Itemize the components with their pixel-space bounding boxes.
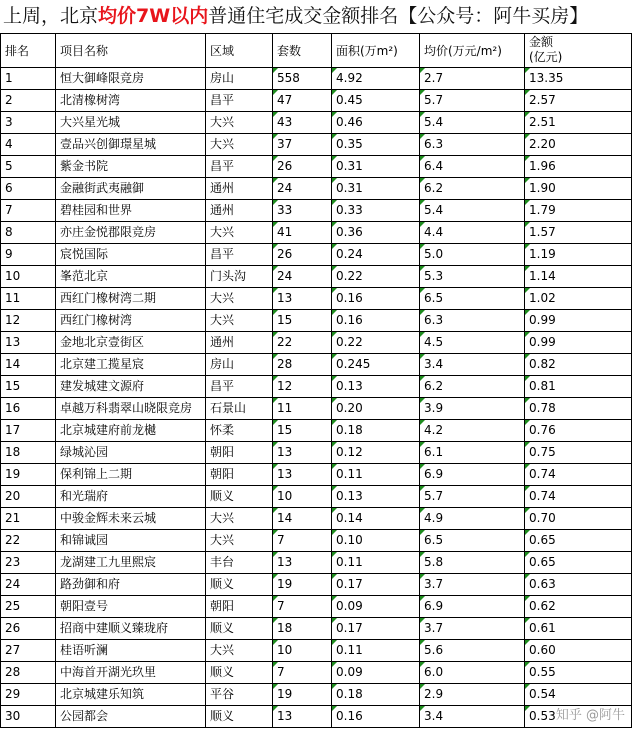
- title-suffix: 普通住宅成交金额排名【公众号：阿牛买房】: [208, 5, 589, 27]
- table-cell: 27: [1, 640, 56, 662]
- table-cell: 通州: [206, 332, 273, 354]
- table-cell: 0.17: [332, 618, 420, 640]
- table-cell: 丰台: [206, 552, 273, 574]
- table-row: [1, 706, 632, 728]
- table-cell: 龙湖建工九里熙宸: [56, 552, 206, 574]
- table-cell: 6.5: [420, 288, 525, 310]
- table-cell: 大兴: [206, 310, 273, 332]
- table-cell: 0.74: [525, 486, 632, 508]
- table-row: [1, 90, 632, 112]
- table-cell: 3.9: [420, 398, 525, 420]
- table-cell: 0.76: [525, 420, 632, 442]
- table-cell: 10: [273, 640, 332, 662]
- table-cell: 0.13: [332, 486, 420, 508]
- table-cell: 19: [273, 684, 332, 706]
- table-cell: 0.61: [525, 618, 632, 640]
- table-cell: 通州: [206, 200, 273, 222]
- table-cell: 0.11: [332, 552, 420, 574]
- table-row: [1, 244, 632, 266]
- title-highlight: 均价7W以内: [98, 5, 209, 27]
- table-cell: 昌平: [206, 376, 273, 398]
- table-row: [1, 68, 632, 90]
- table-cell: 15: [273, 310, 332, 332]
- table-row: [1, 420, 632, 442]
- table-cell: 6: [1, 178, 56, 200]
- table-row: [1, 574, 632, 596]
- table-cell: 朝阳: [206, 596, 273, 618]
- table-cell: 北京城建乐知筑: [56, 684, 206, 706]
- table-cell: 0.36: [332, 222, 420, 244]
- table-cell: 558: [273, 68, 332, 90]
- table-cell: 6.3: [420, 310, 525, 332]
- table-cell: 13: [273, 442, 332, 464]
- table-cell: 房山: [206, 354, 273, 376]
- table-cell: 3.4: [420, 706, 525, 728]
- table-cell: 大兴: [206, 288, 273, 310]
- column-header: 金额 (亿元): [525, 34, 632, 68]
- table-cell: 23: [1, 552, 56, 574]
- table-row: [1, 442, 632, 464]
- table-cell: 顺义: [206, 486, 273, 508]
- column-header: 项目名称: [56, 34, 206, 68]
- table-cell: 16: [1, 398, 56, 420]
- table-cell: 5.3: [420, 266, 525, 288]
- table-cell: 4.9: [420, 508, 525, 530]
- table-cell: 金地北京壹街区: [56, 332, 206, 354]
- table-cell: 宸悦国际: [56, 244, 206, 266]
- table-cell: 0.81: [525, 376, 632, 398]
- table-row: [1, 464, 632, 486]
- table-cell: 绿城沁园: [56, 442, 206, 464]
- table-row: [1, 640, 632, 662]
- table-cell: 0.11: [332, 640, 420, 662]
- table-cell: 28: [1, 662, 56, 684]
- table-cell: 13.35: [525, 68, 632, 90]
- table-cell: 6.0: [420, 662, 525, 684]
- table-cell: 壹品兴创御璟星城: [56, 134, 206, 156]
- table-cell: 6.9: [420, 464, 525, 486]
- table-cell: 5.4: [420, 112, 525, 134]
- table-cell: 大兴: [206, 530, 273, 552]
- table-cell: 0.45: [332, 90, 420, 112]
- table-cell: 大兴: [206, 112, 273, 134]
- table-cell: 0.18: [332, 420, 420, 442]
- table-cell: 金融街武夷融御: [56, 178, 206, 200]
- table-cell: 朝阳: [206, 442, 273, 464]
- table-cell: 公园都会: [56, 706, 206, 728]
- table-row: [1, 354, 632, 376]
- table-cell: 22: [273, 332, 332, 354]
- column-header: 区域: [206, 34, 273, 68]
- table-cell: 1.90: [525, 178, 632, 200]
- table-cell: 0.10: [332, 530, 420, 552]
- table-cell: 33: [273, 200, 332, 222]
- table-cell: 和光瑞府: [56, 486, 206, 508]
- table-cell: 6.9: [420, 596, 525, 618]
- table-cell: 0.20: [332, 398, 420, 420]
- table-cell: 卓越万科翡翠山晓限竞房: [56, 398, 206, 420]
- table-cell: 0.11: [332, 464, 420, 486]
- table-cell: 7: [273, 530, 332, 552]
- table-cell: 5.7: [420, 486, 525, 508]
- table-cell: 2.7: [420, 68, 525, 90]
- table-cell: 0.22: [332, 266, 420, 288]
- table-row: [1, 332, 632, 354]
- table-cell: 0.09: [332, 662, 420, 684]
- page-title: [0, 0, 633, 33]
- table-cell: 6.1: [420, 442, 525, 464]
- table-cell: 5.7: [420, 90, 525, 112]
- table-cell: 3.7: [420, 618, 525, 640]
- table-cell: 0.46: [332, 112, 420, 134]
- table-cell: 8: [1, 222, 56, 244]
- table-cell: 19: [273, 574, 332, 596]
- table-cell: 11: [273, 398, 332, 420]
- table-row: [1, 684, 632, 706]
- table-cell: 47: [273, 90, 332, 112]
- table-cell: 25: [1, 596, 56, 618]
- table-cell: 0.55: [525, 662, 632, 684]
- table-cell: 建发城建文源府: [56, 376, 206, 398]
- table-cell: 0.54: [525, 684, 632, 706]
- table-cell: 5.4: [420, 200, 525, 222]
- table-cell: 4.5: [420, 332, 525, 354]
- table-cell: 大兴: [206, 508, 273, 530]
- table-cell: 41: [273, 222, 332, 244]
- table-cell: 3.4: [420, 354, 525, 376]
- table-row: [1, 486, 632, 508]
- table-cell: 6.2: [420, 376, 525, 398]
- table-cell: 15: [273, 420, 332, 442]
- watermark: 知乎 @阿牛: [555, 708, 625, 723]
- table-cell: 昌平: [206, 244, 273, 266]
- column-header: 均价(万元/m²): [420, 34, 525, 68]
- table-cell: 1.19: [525, 244, 632, 266]
- table-cell: 0.63: [525, 574, 632, 596]
- table-cell: 43: [273, 112, 332, 134]
- table-cell: 0.62: [525, 596, 632, 618]
- table-cell: 0.78: [525, 398, 632, 420]
- table-cell: 1.02: [525, 288, 632, 310]
- table-cell: 7: [273, 662, 332, 684]
- table-cell: 朝阳: [206, 464, 273, 486]
- table-cell: 26: [273, 156, 332, 178]
- table-cell: 18: [273, 618, 332, 640]
- table-row: [1, 222, 632, 244]
- table-cell: 5: [1, 156, 56, 178]
- table-cell: 2.57: [525, 90, 632, 112]
- table-cell: 0.13: [332, 376, 420, 398]
- table-cell: 0.31: [332, 178, 420, 200]
- table-cell: 24: [273, 178, 332, 200]
- table-cell: 1.79: [525, 200, 632, 222]
- table-cell: 亦庄金悦郡限竞房: [56, 222, 206, 244]
- table-cell: 9: [1, 244, 56, 266]
- table-cell: 7: [1, 200, 56, 222]
- table-row: [1, 178, 632, 200]
- table-cell: 中海首开湖光玖里: [56, 662, 206, 684]
- table-row: [1, 288, 632, 310]
- title-prefix: 上周，北京: [3, 5, 99, 27]
- table-cell: 北京建工揽星宸: [56, 354, 206, 376]
- table-cell: 北清橡树湾: [56, 90, 206, 112]
- table-cell: 29: [1, 684, 56, 706]
- table-cell: 0.75: [525, 442, 632, 464]
- table-row: [1, 134, 632, 156]
- table-cell: 房山: [206, 68, 273, 90]
- table-cell: 保利锦上二期: [56, 464, 206, 486]
- table-cell: 0.53: [525, 706, 632, 728]
- table-cell: 0.74: [525, 464, 632, 486]
- column-header: 套数: [273, 34, 332, 68]
- table-cell: 顺义: [206, 574, 273, 596]
- table-cell: 11: [1, 288, 56, 310]
- table-cell: 1.96: [525, 156, 632, 178]
- table-cell: 0.18: [332, 684, 420, 706]
- table-cell: 大兴: [206, 222, 273, 244]
- table-cell: 20: [1, 486, 56, 508]
- table-cell: 大兴星光城: [56, 112, 206, 134]
- table-cell: 22: [1, 530, 56, 552]
- column-header: 排名: [1, 34, 56, 68]
- table-cell: 37: [273, 134, 332, 156]
- table-cell: 5.0: [420, 244, 525, 266]
- table-cell: 24: [273, 266, 332, 288]
- table-cell: 顺义: [206, 662, 273, 684]
- table-row: [1, 508, 632, 530]
- table-cell: 15: [1, 376, 56, 398]
- table-body: [1, 68, 632, 728]
- table-cell: 北京城建府前龙樾: [56, 420, 206, 442]
- table-cell: 14: [1, 354, 56, 376]
- table-cell: 怀柔: [206, 420, 273, 442]
- table-cell: 12: [1, 310, 56, 332]
- table-cell: 24: [1, 574, 56, 596]
- table-cell: 0.99: [525, 332, 632, 354]
- table-cell: 0.245: [332, 354, 420, 376]
- table-cell: 13: [1, 332, 56, 354]
- table-cell: 中骏金辉未来云城: [56, 508, 206, 530]
- ranking-table: [0, 33, 632, 728]
- table-cell: 0.16: [332, 310, 420, 332]
- table-cell: 1.57: [525, 222, 632, 244]
- table-cell: 大兴: [206, 640, 273, 662]
- table-cell: 26: [273, 244, 332, 266]
- table-row: [1, 596, 632, 618]
- table-row: [1, 398, 632, 420]
- table-cell: 2.20: [525, 134, 632, 156]
- table-cell: 0.35: [332, 134, 420, 156]
- table-cell: 1: [1, 68, 56, 90]
- table-cell: 西红门橡树湾: [56, 310, 206, 332]
- table-cell: 1.14: [525, 266, 632, 288]
- table-cell: 西红门橡树湾二期: [56, 288, 206, 310]
- table-row: [1, 376, 632, 398]
- table-cell: 26: [1, 618, 56, 640]
- table-cell: 13: [273, 552, 332, 574]
- table-cell: 19: [1, 464, 56, 486]
- table-cell: 2.9: [420, 684, 525, 706]
- table-cell: 0.65: [525, 552, 632, 574]
- table-row: [1, 200, 632, 222]
- table-cell: 13: [273, 464, 332, 486]
- table-row: [1, 156, 632, 178]
- table-row: [1, 266, 632, 288]
- table-cell: 紫金书院: [56, 156, 206, 178]
- table-cell: 0.24: [332, 244, 420, 266]
- table-cell: 18: [1, 442, 56, 464]
- table-cell: 0.16: [332, 288, 420, 310]
- table-cell: 6.2: [420, 178, 525, 200]
- table-cell: 顺义: [206, 618, 273, 640]
- table-cell: 0.16: [332, 706, 420, 728]
- table-cell: 平谷: [206, 684, 273, 706]
- table-cell: 碧桂园和世界: [56, 200, 206, 222]
- table-cell: 0.99: [525, 310, 632, 332]
- table-cell: 10: [1, 266, 56, 288]
- table-cell: 0.12: [332, 442, 420, 464]
- table-cell: 21: [1, 508, 56, 530]
- table-cell: 0.17: [332, 574, 420, 596]
- table-cell: 5.6: [420, 640, 525, 662]
- table-cell: 招商中建顺义臻珑府: [56, 618, 206, 640]
- table-row: [1, 112, 632, 134]
- table-cell: 12: [273, 376, 332, 398]
- table-cell: 28: [273, 354, 332, 376]
- table-cell: 桂语听澜: [56, 640, 206, 662]
- column-header: 面积(万m²): [332, 34, 420, 68]
- table-cell: 17: [1, 420, 56, 442]
- table-cell: 5.8: [420, 552, 525, 574]
- table-cell: 顺义: [206, 706, 273, 728]
- table-cell: 4.4: [420, 222, 525, 244]
- table-cell: 2: [1, 90, 56, 112]
- table-cell: 朝阳壹号: [56, 596, 206, 618]
- table-cell: 和锦诚园: [56, 530, 206, 552]
- table-row: [1, 662, 632, 684]
- table-row: [1, 310, 632, 332]
- table-cell: 4.92: [332, 68, 420, 90]
- table-cell: 30: [1, 706, 56, 728]
- table-cell: 0.70: [525, 508, 632, 530]
- table-cell: 7: [273, 596, 332, 618]
- table-cell: 13: [273, 706, 332, 728]
- table-cell: 6.3: [420, 134, 525, 156]
- table-cell: 0.65: [525, 530, 632, 552]
- table-cell: 14: [273, 508, 332, 530]
- table-cell: 0.82: [525, 354, 632, 376]
- table-cell: 4: [1, 134, 56, 156]
- table-cell: 10: [273, 486, 332, 508]
- table-cell: 3: [1, 112, 56, 134]
- table-cell: 0.09: [332, 596, 420, 618]
- table-cell: 昌平: [206, 90, 273, 112]
- table-cell: 0.14: [332, 508, 420, 530]
- table-cell: 3.7: [420, 574, 525, 596]
- table-cell: 石景山: [206, 398, 273, 420]
- table-cell: 2.51: [525, 112, 632, 134]
- table-header-row: [1, 34, 632, 68]
- table-cell: 大兴: [206, 134, 273, 156]
- table-cell: 峯范北京: [56, 266, 206, 288]
- table-cell: 4.2: [420, 420, 525, 442]
- table-cell: 13: [273, 288, 332, 310]
- table-cell: 0.22: [332, 332, 420, 354]
- table-cell: 6.5: [420, 530, 525, 552]
- table-cell: 通州: [206, 178, 273, 200]
- table-row: [1, 618, 632, 640]
- table-cell: 0.33: [332, 200, 420, 222]
- table-row: [1, 530, 632, 552]
- table-cell: 0.31: [332, 156, 420, 178]
- table-cell: 昌平: [206, 156, 273, 178]
- table-cell: 路劲御和府: [56, 574, 206, 596]
- table-row: [1, 552, 632, 574]
- table-cell: 门头沟: [206, 266, 273, 288]
- table-cell: 恒大御峰限竞房: [56, 68, 206, 90]
- table-cell: 0.60: [525, 640, 632, 662]
- table-cell: 6.4: [420, 156, 525, 178]
